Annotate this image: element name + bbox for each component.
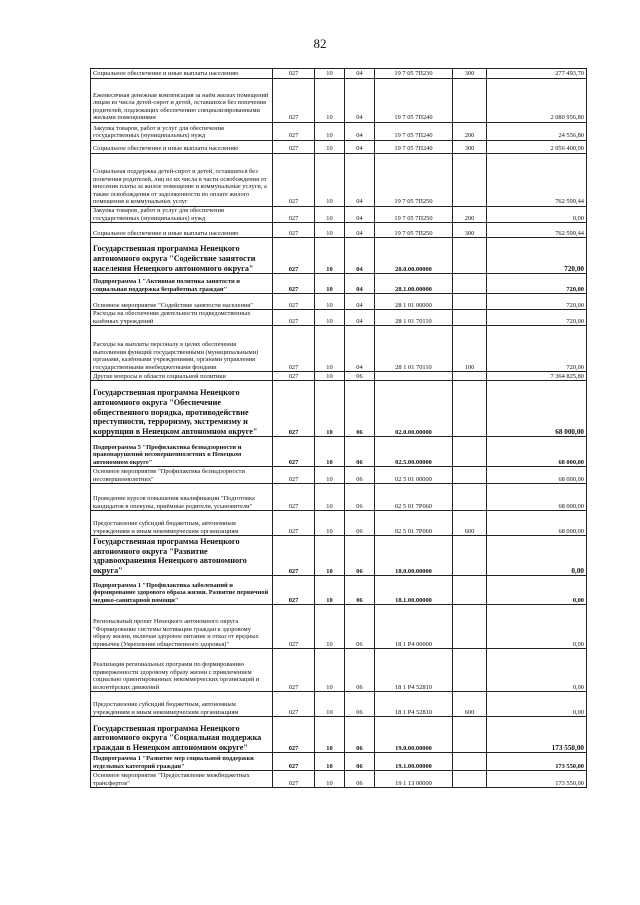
row-name-cell: Основное мероприятие "Профилактика безнадзорности несовершеннолетних" (91, 467, 273, 484)
subsection-code-cell: 04 (345, 207, 375, 223)
subsection-code-cell: 06 (345, 467, 375, 484)
expense-type-cell (453, 79, 487, 123)
expense-type-cell (453, 605, 487, 649)
target-article-cell: 19 7 05 7П250 (375, 207, 453, 223)
target-article-cell (375, 372, 453, 381)
target-article-cell: 18 1 Р4 52810 (375, 692, 453, 717)
amount-cell: 173 550,00 (487, 717, 587, 753)
section-code-cell: 10 (315, 326, 345, 372)
subsection-code-cell: 04 (345, 69, 375, 79)
section-code-cell: 10 (315, 274, 345, 294)
expense-type-cell (453, 717, 487, 753)
section-code-cell: 10 (315, 484, 345, 511)
subsection-code-cell: 04 (345, 294, 375, 310)
ministry-code-cell: 027 (273, 649, 315, 692)
target-article-cell: 02 5 01 7Р060 (375, 511, 453, 536)
target-article-cell: 02 5 01 00000 (375, 467, 453, 484)
subsection-code-cell: 04 (345, 310, 375, 326)
expense-type-cell: 300 (453, 69, 487, 79)
row-name-cell: Государственная программа Ненецкого автономного округа "Обеспечение общественного порядка, противодействие преступности, терроризму, экстремизму и коррупции в Ненецком автономном округе" (91, 381, 273, 437)
ministry-code-cell: 027 (273, 79, 315, 123)
section-code-cell: 10 (315, 467, 345, 484)
row-name-cell: Предоставление субсидий бюджетным, автономным учреждениям и иным некоммерческим организациям (91, 511, 273, 536)
row-name-cell: Государственная программа Ненецкого автономного округа "Содействие занятости населения Ненецкого автономного округа" (91, 238, 273, 274)
section-code-cell: 10 (315, 372, 345, 381)
ministry-code-cell: 027 (273, 536, 315, 576)
amount-cell: 762 599,44 (487, 223, 587, 238)
subsection-code-cell: 04 (345, 223, 375, 238)
table-row (91, 154, 587, 207)
row-name-cell: Закупка товаров, работ и услуг для обеспечения государственных (муниципальных) нужд (91, 123, 273, 141)
section-code-cell: 10 (315, 123, 345, 141)
page-number: 82 (313, 36, 327, 51)
expense-type-cell (453, 154, 487, 207)
row-name-cell: Предоставление субсидий бюджетным, автономным учреждениям и иным некоммерческим организациям (91, 692, 273, 717)
row-name-cell: Основное мероприятие "Предоставление межбюджетных трансфертов" (91, 771, 273, 788)
table-row (91, 771, 587, 788)
expense-type-cell (453, 437, 487, 467)
section-code-cell: 10 (315, 437, 345, 467)
table-row (91, 692, 587, 717)
target-article-cell: 28 1 01 00000 (375, 294, 453, 310)
row-name-cell: Подпрограмма 1 "Развитие мер социальной поддержки отдельных категорий граждан" (91, 753, 273, 771)
amount-cell: 0,00 (487, 605, 587, 649)
target-article-cell: 19 7 05 7П250 (375, 154, 453, 207)
expense-type-cell (453, 294, 487, 310)
section-code-cell: 10 (315, 605, 345, 649)
section-code-cell: 10 (315, 692, 345, 717)
expense-type-cell: 300 (453, 223, 487, 238)
ministry-code-cell: 027 (273, 310, 315, 326)
row-name-cell: Расходы на выплаты персоналу в целях обеспечения выполнения функций государственными (муниципальными) органами, казёнными учреждениями, органами управления государственными внебюджетными фондами (91, 326, 273, 372)
target-article-cell: 19 7 05 7П250 (375, 223, 453, 238)
section-code-cell: 10 (315, 310, 345, 326)
target-article-cell: 19 7 05 7П240 (375, 79, 453, 123)
subsection-code-cell: 04 (345, 238, 375, 274)
table-row (91, 511, 587, 536)
table-row (91, 310, 587, 326)
amount-cell: 0,00 (487, 207, 587, 223)
subsection-code-cell: 06 (345, 576, 375, 605)
ministry-code-cell: 027 (273, 154, 315, 207)
target-article-cell: 19 7 05 7П240 (375, 123, 453, 141)
row-name-cell: Подпрограмма 1 "Активная политика занятости и социальная поддержка безработных граждан" (91, 274, 273, 294)
table-row (91, 207, 587, 223)
expense-type-cell: 600 (453, 692, 487, 717)
section-code-cell: 10 (315, 511, 345, 536)
budget-table (90, 68, 587, 788)
section-code-cell: 10 (315, 238, 345, 274)
amount-cell: 68 000,00 (487, 437, 587, 467)
section-code-cell: 10 (315, 141, 345, 154)
row-name-cell: Проведение курсов повышения квалификации "Подготовка кандидатов в опекуны, приёмные родители, усыновители" (91, 484, 273, 511)
row-name-cell: Закупка товаров, работ и услуг для обеспечения государственных (муниципальных) нужд (91, 207, 273, 223)
amount-cell: 720,00 (487, 238, 587, 274)
amount-cell: 277 493,70 (487, 69, 587, 79)
row-name-cell: Социальное обеспечение и иные выплаты населению (91, 69, 273, 79)
section-code-cell: 10 (315, 79, 345, 123)
subsection-code-cell: 06 (345, 605, 375, 649)
target-article-cell: 28 1 01 70110 (375, 310, 453, 326)
target-article-cell: 28.0.00.00000 (375, 238, 453, 274)
amount-cell: 24 556,80 (487, 123, 587, 141)
row-name-cell: Расходы на обеспечение деятельности подведомственных казённых учреждений (91, 310, 273, 326)
table-row (91, 294, 587, 310)
subsection-code-cell: 06 (345, 511, 375, 536)
section-code-cell: 10 (315, 753, 345, 771)
expense-type-cell: 200 (453, 123, 487, 141)
target-article-cell: 28.1.00.00000 (375, 274, 453, 294)
subsection-code-cell: 04 (345, 123, 375, 141)
ministry-code-cell: 027 (273, 771, 315, 788)
table-row (91, 274, 587, 294)
ministry-code-cell: 027 (273, 437, 315, 467)
subsection-code-cell: 06 (345, 649, 375, 692)
expense-type-cell: 300 (453, 141, 487, 154)
section-code-cell: 10 (315, 223, 345, 238)
ministry-code-cell: 027 (273, 223, 315, 238)
target-article-cell: 18 1 Р4 00000 (375, 605, 453, 649)
amount-cell: 720,00 (487, 310, 587, 326)
row-name-cell: Подпрограмма 1 "Профилактика заболеваний и формирование здорового образа жизни. Развитие первичной медико-санитарной помощи" (91, 576, 273, 605)
table-row (91, 123, 587, 141)
row-name-cell: Государственная программа Ненецкого автономного округа "Развитие здравоохранения Ненецкого автономного округа" (91, 536, 273, 576)
target-article-cell: 18.0.00.00000 (375, 536, 453, 576)
subsection-code-cell: 04 (345, 326, 375, 372)
ministry-code-cell: 027 (273, 141, 315, 154)
table-row (91, 484, 587, 511)
ministry-code-cell: 027 (273, 511, 315, 536)
target-article-cell: 02.5.00.00000 (375, 437, 453, 467)
target-article-cell: 19 7 05 7П240 (375, 141, 453, 154)
ministry-code-cell: 027 (273, 123, 315, 141)
expense-type-cell: 100 (453, 326, 487, 372)
ministry-code-cell: 027 (273, 381, 315, 437)
subsection-code-cell: 06 (345, 717, 375, 753)
amount-cell: 720,00 (487, 326, 587, 372)
row-name-cell: Подпрограмма 5 "Профилактика безнадзорности и правонарушений несовершеннолетних в Ненецком автономном округе" (91, 437, 273, 467)
amount-cell: 7 364 825,80 (487, 372, 587, 381)
table-row (91, 437, 587, 467)
table-row (91, 79, 587, 123)
expense-type-cell (453, 484, 487, 511)
section-code-cell: 10 (315, 207, 345, 223)
amount-cell: 762 599,44 (487, 154, 587, 207)
amount-cell: 720,00 (487, 294, 587, 310)
ministry-code-cell: 027 (273, 372, 315, 381)
table-row (91, 717, 587, 753)
table-row (91, 605, 587, 649)
row-name-cell: Ежемесячная денежная компенсация за наём жилых помещений лицам из числа детей-сирот и детей, оставшихся без попечения родителей, подлежащих обеспечению специализированными жилыми помещениями (91, 79, 273, 123)
expense-type-cell (453, 771, 487, 788)
expense-type-cell (453, 467, 487, 484)
expense-type-cell (453, 649, 487, 692)
section-code-cell: 10 (315, 294, 345, 310)
row-name-cell: Другие вопросы в области социальной политики (91, 372, 273, 381)
target-article-cell: 02 5 01 7Р060 (375, 484, 453, 511)
amount-cell: 0,00 (487, 649, 587, 692)
expense-type-cell: 200 (453, 207, 487, 223)
table-row (91, 326, 587, 372)
ministry-code-cell: 027 (273, 207, 315, 223)
subsection-code-cell: 04 (345, 154, 375, 207)
ministry-code-cell: 027 (273, 576, 315, 605)
target-article-cell: 28 1 01 70110 (375, 326, 453, 372)
subsection-code-cell: 06 (345, 536, 375, 576)
row-name-cell: Региональный проект Ненецкого автономного округа "Формирование системы мотивации граждан к здоровому образу жизни, включая здоровое питание и отказ от вредных привычек (Укрепление общественного здоровья)" (91, 605, 273, 649)
target-article-cell: 19 1 13 00000 (375, 771, 453, 788)
expense-type-cell (453, 576, 487, 605)
row-name-cell: Социальная поддержка детей-сирот и детей, оставшихся без попечения родителей, лиц из их числа в части освобождения от внесения платы за жилое помещение и коммунальные услуги, а также освобождения от задолженности по оплате жилого помещения и коммунальных услуг (91, 154, 273, 207)
section-code-cell: 10 (315, 536, 345, 576)
ministry-code-cell: 027 (273, 238, 315, 274)
row-name-cell: Государственная программа Ненецкого автономного округа "Социальная поддержка граждан в Ненецком автономном округе" (91, 717, 273, 753)
table-row (91, 381, 587, 437)
table-row (91, 536, 587, 576)
table-row (91, 238, 587, 274)
ministry-code-cell: 027 (273, 605, 315, 649)
subsection-code-cell: 04 (345, 79, 375, 123)
section-code-cell: 10 (315, 717, 345, 753)
row-name-cell: Основное мероприятие "Содействие занятости населения" (91, 294, 273, 310)
ministry-code-cell: 027 (273, 326, 315, 372)
amount-cell: 68 000,00 (487, 467, 587, 484)
ministry-code-cell: 027 (273, 717, 315, 753)
expense-type-cell (453, 372, 487, 381)
subsection-code-cell: 06 (345, 381, 375, 437)
row-name-cell: Реализация региональных программ по формированию приверженности здоровому образу жизни с привлечением социально ориентированных некоммерческих организаций и волонтёрских движений (91, 649, 273, 692)
amount-cell: 0,00 (487, 576, 587, 605)
table-row (91, 753, 587, 771)
section-code-cell: 10 (315, 69, 345, 79)
table-row (91, 141, 587, 154)
ministry-code-cell: 027 (273, 484, 315, 511)
section-code-cell: 10 (315, 381, 345, 437)
section-code-cell: 10 (315, 576, 345, 605)
ministry-code-cell: 027 (273, 69, 315, 79)
expense-type-cell (453, 536, 487, 576)
ministry-code-cell: 027 (273, 753, 315, 771)
amount-cell: 173 550,00 (487, 771, 587, 788)
subsection-code-cell: 06 (345, 484, 375, 511)
amount-cell: 173 550,00 (487, 753, 587, 771)
amount-cell: 2 056 400,00 (487, 141, 587, 154)
expense-type-cell (453, 753, 487, 771)
expense-type-cell (453, 310, 487, 326)
expense-type-cell (453, 274, 487, 294)
table-row (91, 372, 587, 381)
ministry-code-cell: 027 (273, 467, 315, 484)
subsection-code-cell: 06 (345, 437, 375, 467)
subsection-code-cell: 04 (345, 141, 375, 154)
ministry-code-cell: 027 (273, 294, 315, 310)
subsection-code-cell: 04 (345, 274, 375, 294)
subsection-code-cell: 06 (345, 692, 375, 717)
table-row (91, 576, 587, 605)
expense-type-cell (453, 381, 487, 437)
target-article-cell: 19 7 05 7П230 (375, 69, 453, 79)
section-code-cell: 10 (315, 649, 345, 692)
subsection-code-cell: 06 (345, 753, 375, 771)
target-article-cell: 18 1 Р4 52810 (375, 649, 453, 692)
amount-cell: 0,00 (487, 536, 587, 576)
target-article-cell: 19.0.00.00000 (375, 717, 453, 753)
expense-type-cell (453, 238, 487, 274)
row-name-cell: Социальное обеспечение и иные выплаты населению (91, 223, 273, 238)
ministry-code-cell: 027 (273, 274, 315, 294)
row-name-cell: Социальное обеспечение и иные выплаты населению (91, 141, 273, 154)
section-code-cell: 10 (315, 154, 345, 207)
target-article-cell: 02.0.00.00000 (375, 381, 453, 437)
table-row (91, 69, 587, 79)
target-article-cell: 19.1.00.00000 (375, 753, 453, 771)
table-row (91, 649, 587, 692)
amount-cell: 2 080 956,80 (487, 79, 587, 123)
amount-cell: 68 000,00 (487, 484, 587, 511)
amount-cell: 0,00 (487, 692, 587, 717)
table-row (91, 223, 587, 238)
amount-cell: 68 000,00 (487, 511, 587, 536)
amount-cell: 720,00 (487, 274, 587, 294)
expense-type-cell: 600 (453, 511, 487, 536)
ministry-code-cell: 027 (273, 692, 315, 717)
subsection-code-cell: 06 (345, 372, 375, 381)
amount-cell: 68 000,00 (487, 381, 587, 437)
target-article-cell: 18.1.00.00000 (375, 576, 453, 605)
subsection-code-cell: 06 (345, 771, 375, 788)
table-row (91, 467, 587, 484)
section-code-cell: 10 (315, 771, 345, 788)
